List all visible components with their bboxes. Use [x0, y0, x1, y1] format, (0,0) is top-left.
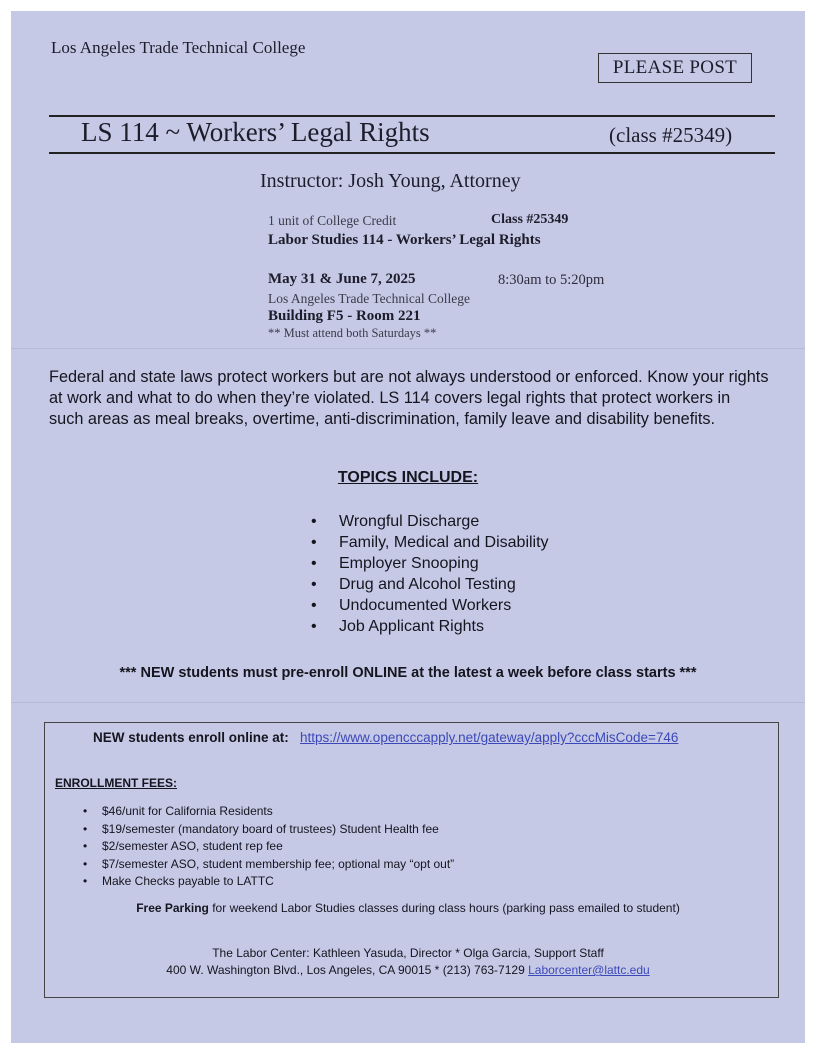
title-bottom-rule: [49, 152, 775, 154]
credit-info: 1 unit of College Credit: [268, 213, 397, 228]
pre-enroll-notice: *** NEW students must pre-enroll ONLINE at the latest a week before class starts ***: [119, 665, 697, 681]
topic-item: • Wrongful Discharge: [311, 511, 549, 532]
parking-bold: Free Parking: [136, 901, 209, 915]
topic-item: • Family, Medical and Disability: [311, 532, 549, 553]
topic-item: • Undocumented Workers: [311, 595, 549, 616]
instructor: Instructor: Josh Young, Attorney: [260, 170, 521, 192]
parking-note: [11, 901, 805, 915]
fold-line: [11, 702, 805, 703]
fee-item: • $2/semester ASO, student rep fee: [83, 838, 454, 856]
class-room: Building F5 - Room 221: [268, 308, 421, 324]
college-name: Los Angeles Trade Technical College: [51, 38, 306, 57]
labor-center-address: [11, 963, 805, 977]
topic-item: • Drug and Alcohol Testing: [311, 574, 549, 595]
fees-list: [83, 803, 454, 891]
fold-line: [11, 348, 805, 349]
address-text: 400 W. Washington Blvd., Los Angeles, CA 90015 * (213) 763-7129: [166, 963, 529, 977]
topic-item: • Employer Snooping: [311, 553, 549, 574]
course-title: LS 114 ~ Workers’ Legal Rights: [81, 117, 430, 147]
fee-item: • $7/semester ASO, student membership fee; optional may “opt out”: [83, 856, 454, 874]
labor-center-staff: The Labor Center: Kathleen Yasuda, Director * Olga Garcia, Support Staff: [212, 946, 604, 960]
class-location: Los Angeles Trade Technical College: [268, 291, 471, 306]
fee-item: • $46/unit for California Residents: [83, 803, 454, 821]
fee-item: • $19/semester (mandatory board of trustees) Student Health fee: [83, 821, 454, 839]
email-link[interactable]: Laborcenter@lattc.edu: [528, 963, 650, 977]
enroll-label: NEW students enroll online at:: [93, 730, 289, 745]
course-name: Labor Studies 114 - Workers’ Legal Rights: [268, 232, 541, 248]
class-dates: May 31 & June 7, 2025: [268, 271, 416, 287]
attendance-note: ** Must attend both Saturdays **: [268, 326, 437, 340]
class-number: (class #25349): [609, 123, 733, 147]
intro-paragraph: Federal and state laws protect workers but are not always understood or enforced. Know your rights at work and what to do when they’re violated. LS 114 covers legal rights that protect workers in such areas as meal breaks, overtime, anti-discrimination, family leave and disability benefits.: [49, 368, 769, 428]
please-post-box: PLEASE POST: [598, 53, 752, 83]
flyer-page: [11, 11, 805, 1043]
enroll-online-line: [93, 730, 678, 745]
topics-list: [311, 511, 549, 637]
enroll-link[interactable]: https://www.opencccapply.net/gateway/apply?cccMisCode=746: [300, 730, 679, 745]
class-label: Class #25349: [491, 212, 569, 227]
topics-heading: TOPICS INCLUDE:: [337, 469, 479, 486]
fees-heading: ENROLLMENT FEES:: [55, 776, 177, 790]
class-time: 8:30am to 5:20pm: [498, 272, 605, 288]
topic-item: • Job Applicant Rights: [311, 616, 549, 637]
parking-text: for weekend Labor Studies classes during class hours (parking pass emailed to student): [208, 901, 680, 915]
fee-item: • Make Checks payable to LATTC: [83, 873, 454, 891]
